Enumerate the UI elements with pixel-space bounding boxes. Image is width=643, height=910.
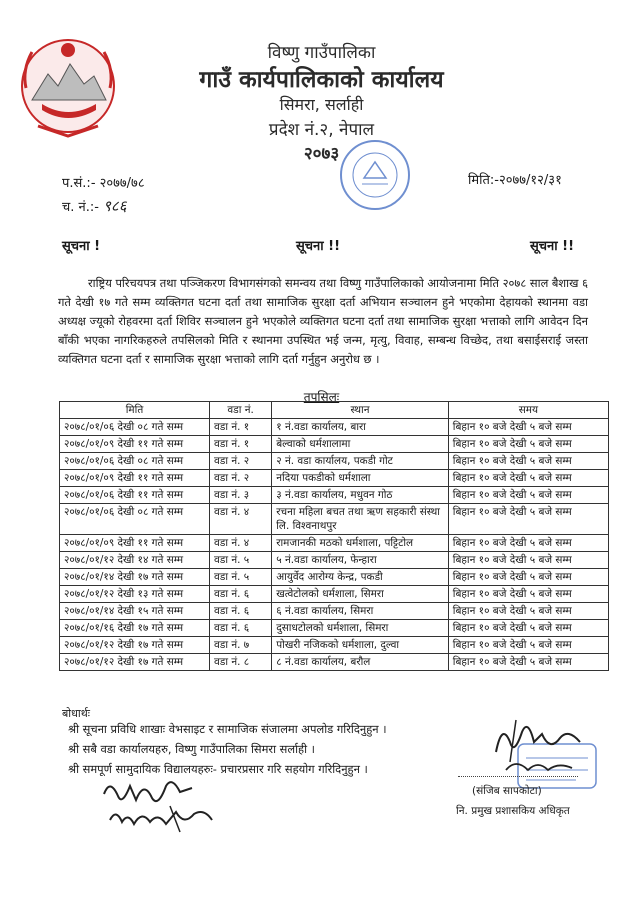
- cell-date: २०७८/०१/१४ देखी १५ गते सम्म: [60, 603, 210, 620]
- cell-ward: वडा नं. ५: [210, 552, 272, 569]
- dispatch-value: ९८६: [103, 197, 127, 215]
- cell-date: २०७८/०१/०९ देखी ११ गते सम्म: [60, 535, 210, 552]
- cell-ward: वडा नं. १: [210, 436, 272, 453]
- cell-time: बिहान १० बजे देखी ५ बजे सम्म: [448, 470, 608, 487]
- cell-time: बिहान १० बजे देखी ५ बजे सम्म: [448, 637, 608, 654]
- cell-time: बिहान १० बजे देखी ५ बजे सम्म: [448, 504, 608, 535]
- cell-ward: वडा नं. ४: [210, 504, 272, 535]
- cell-date: २०७८/०१/०६ देखी ०८ गते सम्म: [60, 504, 210, 535]
- signature-line: [458, 776, 578, 777]
- cell-time: बिहान १० बजे देखी ५ बजे सम्म: [448, 419, 608, 436]
- cell-date: २०७८/०१/०६ देखी ०८ गते सम्म: [60, 419, 210, 436]
- table-row: [60, 504, 609, 535]
- table-row: [60, 654, 609, 671]
- cell-time: बिहान १० बजे देखी ५ बजे सम्म: [448, 487, 608, 504]
- cell-time: बिहान १० बजे देखी ५ बजे सम्म: [448, 569, 608, 586]
- cell-time: बिहान १० बजे देखी ५ बजे सम्म: [448, 620, 608, 637]
- col-header-time: समय: [448, 402, 608, 419]
- cell-date: २०७८/०१/०९ देखी ११ गते सम्म: [60, 436, 210, 453]
- cell-place: बेल्वाको धर्मशालामा: [272, 436, 449, 453]
- province-country: प्रदेश नं.२, नेपाल: [268, 120, 375, 140]
- established-year: २०७३: [303, 144, 340, 164]
- cell-ward: वडा नं. १: [210, 419, 272, 436]
- cell-place: १ नं.वडा कार्यालय, बारा: [272, 419, 449, 436]
- office-name: गाउँ कार्यपालिकाको कार्यालय: [199, 67, 444, 93]
- cell-date: २०७८/०१/१२ देखी १७ गते सम्म: [60, 637, 210, 654]
- office-location: सिमरा, सर्लाही: [279, 95, 364, 114]
- copy-to-item: श्री सबै वडा कार्यालयहरु, विष्णु गाउँपालिका सिमरा सर्लाही ।: [68, 742, 315, 756]
- table-title: तपसिलः: [303, 390, 340, 404]
- table-row: [60, 419, 609, 436]
- cell-date: २०७८/०१/०९ देखी ११ गते सम्म: [60, 470, 210, 487]
- cell-time: बिहान १० बजे देखी ५ बजे सम्म: [448, 552, 608, 569]
- dispatch-label: च. नं.:-: [62, 200, 99, 215]
- cell-ward: वडा नं. ६: [210, 620, 272, 637]
- notice-body: [58, 274, 588, 369]
- cell-time: बिहान १० बजे देखी ५ बजे सम्म: [448, 586, 608, 603]
- cell-date: २०७८/०१/१२ देखी १४ गते सम्म: [60, 552, 210, 569]
- table-row: [60, 470, 609, 487]
- officer-title: नि. प्रमुख प्रशासकिय अधिकृत: [456, 805, 570, 817]
- table-row: [60, 620, 609, 637]
- cell-ward: वडा नं. ५: [210, 569, 272, 586]
- cell-time: बिहान १० बजे देखी ५ बजे सम्म: [448, 535, 608, 552]
- cell-place: आयुर्वेद आरोग्य केन्द्र, पकडी: [272, 569, 449, 586]
- cell-place: २ नं. वडा कार्यालय, पकडी गोट: [272, 453, 449, 470]
- notice-heading-center: सूचना !!: [296, 239, 341, 254]
- cell-date: २०७८/०१/१२ देखी १३ गते सम्म: [60, 586, 210, 603]
- cell-place: पोखरी नजिकको धर्मशाला, दुल्वा: [272, 637, 449, 654]
- cell-ward: वडा नं. ७: [210, 637, 272, 654]
- col-header-place: स्थान: [272, 402, 449, 419]
- cell-place: ८ नं.वडा कार्यालय, बरौल: [272, 654, 449, 671]
- cell-date: २०७८/०१/०६ देखी ०८ गते सम्म: [60, 453, 210, 470]
- office-stamp: [338, 138, 412, 212]
- cell-ward: वडा नं. ८: [210, 654, 272, 671]
- copy-to-item: श्री समपूर्ण सामुदायिक विद्यालयहरुः- प्रचारप्रसार गरि सहयोग गरिदिनुहुन ।: [68, 762, 368, 776]
- cell-ward: वडा नं. ६: [210, 603, 272, 620]
- cell-time: बिहान १० बजे देखी ५ बजे सम्म: [448, 453, 608, 470]
- col-header-date: मिति: [60, 402, 210, 419]
- copy-to-item: श्री सूचना प्रविधि शाखाः वेभसाइट र सामाजिक संजालमा अपलोड गरिदिनुहुन ।: [68, 722, 387, 736]
- cell-place: रचना महिला बचत तथा ऋण सहकारी संस्था लि. विश्वनाथपुर: [272, 504, 449, 535]
- cell-date: २०७८/०१/१६ देखी १७ गते सम्म: [60, 620, 210, 637]
- dispatch-number: [62, 196, 127, 216]
- cell-ward: वडा नं. ४: [210, 535, 272, 552]
- cell-place: ६ नं.वडा कार्यालय, सिमरा: [272, 603, 449, 620]
- copy-to-label: बोधार्थः: [62, 707, 90, 720]
- cell-ward: वडा नं. ६: [210, 586, 272, 603]
- document-date: मिति:-२०७७/१२/३१: [468, 173, 562, 188]
- table-row: [60, 586, 609, 603]
- cell-date: २०७८/०१/१२ देखी १७ गते सम्म: [60, 654, 210, 671]
- table-header-row: [60, 402, 609, 419]
- table-row: [60, 637, 609, 654]
- table-row: [60, 552, 609, 569]
- schedule-table: [59, 401, 609, 671]
- cell-ward: वडा नं. ३: [210, 487, 272, 504]
- cell-place: रामजानकी मठको धर्मशाला, पट्टिटोल: [272, 535, 449, 552]
- notice-body-text: राष्ट्रिय परिचयपत्र तथा पञ्जिकरण विभागसंगको समन्वय तथा विष्णु गाउँपालिकाको आयोजनामा मिति २०७८ साल बैशाख ६ गते देखी १७ गते सम्म व्यक्तिगत घटना दर्ता तथा सामाजिक सुरक्षा दर्ता अभियान सञ्चालन हुने भएकोमा देहायको स्थानमा वडा अध्यक्ष ज्यूको रोहवरमा दर्ता शिविर सञ्चालन हुने भएकोले व्यक्तिगत घटना दर्ता तथा सामाजिक सुरक्षा भत्ताको लागि आवेदन दिन बाँकी भएका नागरिकहरुले तपसिलको मिति र स्थानमा उपस्थित भई जन्म, मृत्यु, विवाह, सम्बन्ध विच्छेद, तथा बसाईसराई जस्ता व्यक्तिगत घटना दर्ता र सामाजिक सुरक्षा भत्ताको लागि दर्ता गर्नुहुन अनुरोध छ ।: [58, 276, 588, 366]
- cell-date: २०७८/०१/१४ देखी १७ गते सम्म: [60, 569, 210, 586]
- handwritten-receipt-signature: [100, 772, 230, 836]
- cell-place: दुसाधटोलको धर्मशाला, सिमरा: [272, 620, 449, 637]
- cell-ward: वडा नं. २: [210, 470, 272, 487]
- cell-time: बिहान १० बजे देखी ५ बजे सम्म: [448, 436, 608, 453]
- cell-place: नदिया पकडीको धर्मशाला: [272, 470, 449, 487]
- officer-signature: [476, 712, 596, 784]
- notice-heading-left: सूचना !: [62, 239, 101, 254]
- cell-time: बिहान १० बजे देखी ५ बजे सम्म: [448, 654, 608, 671]
- cell-place: ५ नं.वडा कार्यालय, फेन्हारा: [272, 552, 449, 569]
- col-header-ward: वडा नं.: [210, 402, 272, 419]
- table-row: [60, 453, 609, 470]
- table-row: [60, 487, 609, 504]
- table-row: [60, 535, 609, 552]
- officer-name: (संजिब सापकोटा): [472, 785, 542, 797]
- table-row: [60, 569, 609, 586]
- cell-place: ३ नं.वडा कार्यालय, मधुवन गोठ: [272, 487, 449, 504]
- reference-number: प.सं.:- २०७७/७८: [62, 176, 145, 191]
- cell-ward: वडा नं. २: [210, 453, 272, 470]
- cell-place: खत्वेटोलको धर्मशाला, सिमरा: [272, 586, 449, 603]
- cell-date: २०७८/०१/०६ देखी ११ गते सम्म: [60, 487, 210, 504]
- table-row: [60, 603, 609, 620]
- cell-time: बिहान १० बजे देखी ५ बजे सम्म: [448, 603, 608, 620]
- notice-heading-right: सूचना !!: [530, 239, 575, 254]
- table-row: [60, 436, 609, 453]
- municipality-name: विष्णु गाउँपालिका: [267, 43, 376, 63]
